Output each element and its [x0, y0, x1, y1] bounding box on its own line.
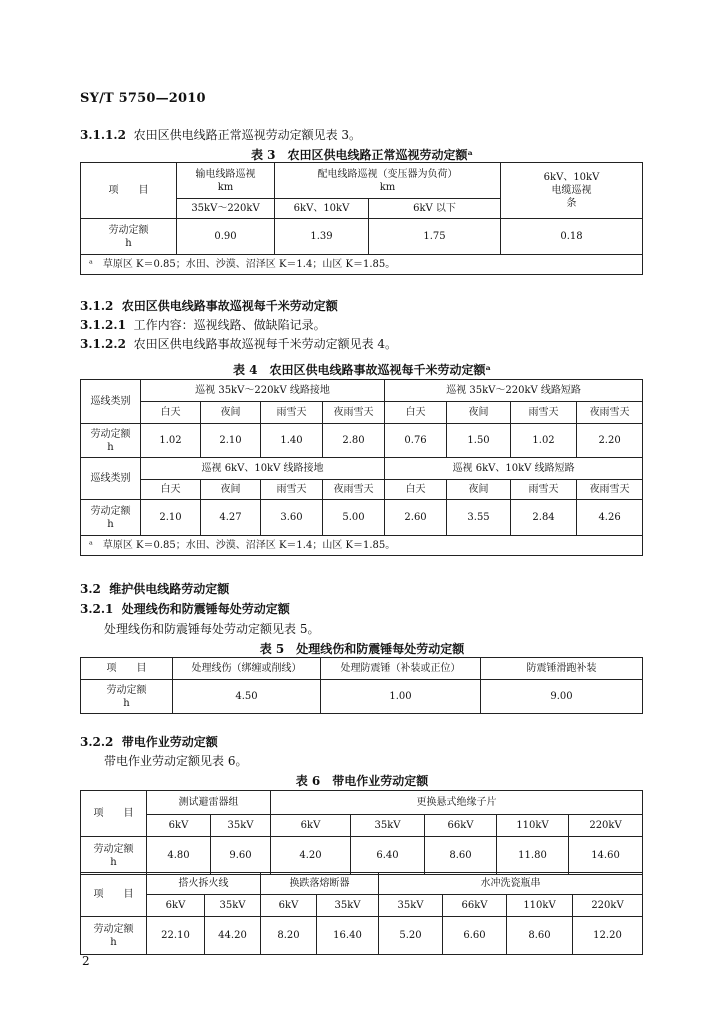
clause-number: 3.1.1.2 — [80, 128, 126, 142]
voltage-header: 6kV — [147, 895, 205, 917]
cond-header: 夜间 — [447, 480, 511, 500]
value-cell: 6.40 — [351, 837, 425, 875]
table-note: ᵃ 草原区 K＝0.85；水田、沙漠、沼泽区 K＝1.4；山区 K＝1.85。 — [81, 255, 643, 275]
row-label: 劳动定额 h — [81, 917, 147, 955]
row-label: 劳动定额 h — [81, 837, 147, 875]
heading-3-2-2: 3.2.2 带电作业劳动定额 — [80, 735, 218, 749]
value-cell: 2.20 — [577, 424, 643, 458]
voltage-header: 6kV — [261, 895, 317, 917]
cond-header: 夜雨雪天 — [323, 402, 385, 424]
voltage-header: 6kV — [271, 815, 351, 837]
value-cell: 1.02 — [511, 424, 577, 458]
group-header: 搭火拆火线 — [147, 873, 261, 895]
voltage-header: 220kV — [569, 815, 643, 837]
col-header: 处理线伤（绑缠或削线） — [173, 658, 321, 680]
row-label: 劳动定额 h — [81, 219, 177, 255]
cond-header: 白天 — [141, 480, 201, 500]
voltage-header: 110kV — [497, 815, 569, 837]
item-header: 项 目 — [81, 658, 173, 680]
table-6-part-2 — [80, 872, 643, 955]
cond-header: 白天 — [385, 402, 447, 424]
value-cell: 3.55 — [447, 500, 511, 536]
col-header: 处理防震锤（补装或正位） — [321, 658, 481, 680]
cond-header: 雨雪天 — [511, 480, 577, 500]
group-header: 巡视 35kV～220kV 线路接地 — [141, 380, 385, 402]
type-label: 巡线类别 — [81, 380, 141, 424]
page-number: 2 — [82, 954, 90, 968]
clause-text: 工作内容：巡视线路、做缺陷记录。 — [133, 318, 326, 332]
cond-header: 雨雪天 — [511, 402, 577, 424]
cond-header: 雨雪天 — [261, 480, 323, 500]
table-3 — [80, 162, 643, 275]
col-cable-header: 6kV、10kV 电缆巡视 条 — [501, 163, 643, 219]
value-cell: 1.00 — [321, 680, 481, 714]
heading-3-1-2: 3.1.2 农田区供电线路事故巡视每千米劳动定额 — [80, 299, 338, 313]
cond-header: 夜雨雪天 — [577, 480, 643, 500]
voltage-header: 110kV — [507, 895, 573, 917]
heading-3-2-1: 3.2.1 处理线伤和防震锤每处劳动定额 — [80, 602, 290, 616]
group-header: 巡视 35kV～220kV 线路短路 — [385, 380, 643, 402]
value-cell: 11.80 — [497, 837, 569, 875]
table-3-caption: 表 3 农田区供电线路正常巡视劳动定额ᵃ — [250, 148, 474, 162]
value-cell: 4.20 — [271, 837, 351, 875]
cond-header: 白天 — [385, 480, 447, 500]
voltage-header: 35kV — [317, 895, 379, 917]
item-header: 项 目 — [81, 791, 147, 837]
row-label: 劳动定额 h — [81, 680, 173, 714]
item-header: 项 目 — [81, 163, 177, 219]
paragraph-3-2-2: 带电作业劳动定额见表 6。 — [104, 754, 248, 768]
value-cell: 8.60 — [507, 917, 573, 955]
table-6-caption: 表 6 带电作业劳动定额 — [295, 774, 429, 788]
value-cell: 9.00 — [481, 680, 643, 714]
clause-3-1-2-1 — [80, 316, 326, 333]
clause-text: 农田区供电线路正常巡视劳动定额见表 3。 — [133, 128, 362, 142]
type-label: 巡线类别 — [81, 458, 141, 500]
clause-text: 农田区供电线路事故巡视每千米劳动定额见表 4。 — [133, 337, 398, 351]
value-cell: 2.10 — [141, 500, 201, 536]
voltage-header: 66kV — [425, 815, 497, 837]
value-cell: 0.76 — [385, 424, 447, 458]
cond-header: 雨雪天 — [261, 402, 323, 424]
cond-header: 夜间 — [201, 480, 261, 500]
value-cell: 1.75 — [369, 219, 501, 255]
value-cell: 8.60 — [425, 837, 497, 875]
col-header: 防震锤滑跑补装 — [481, 658, 643, 680]
cond-header: 夜间 — [201, 402, 261, 424]
value-cell: 5.20 — [379, 917, 443, 955]
group-header: 巡视 6kV、10kV 线路短路 — [385, 458, 643, 480]
voltage-header: 35kV — [205, 895, 261, 917]
table-6-part-1 — [80, 790, 643, 875]
group-header: 巡视 6kV、10kV 线路接地 — [141, 458, 385, 480]
value-cell: 0.90 — [177, 219, 275, 255]
col-transmission-header: 输电线路巡视 km — [177, 163, 275, 199]
row-label: 劳动定额 h — [81, 500, 141, 536]
value-cell: 0.18 — [501, 219, 643, 255]
value-cell: 14.60 — [569, 837, 643, 875]
sub-header: 6kV 以下 — [369, 199, 501, 219]
table-4-caption: 表 4 农田区供电线路事故巡视每千米劳动定额ᵃ — [232, 363, 492, 377]
col-distribution-header: 配电线路巡视（变压器为负荷） km — [275, 163, 501, 199]
voltage-header: 220kV — [573, 895, 643, 917]
paragraph-3-2-1: 处理线伤和防震锤每处劳动定额见表 5。 — [104, 622, 320, 636]
value-cell: 4.26 — [577, 500, 643, 536]
value-cell: 1.50 — [447, 424, 511, 458]
value-cell: 3.60 — [261, 500, 323, 536]
value-cell: 22.10 — [147, 917, 205, 955]
row-label: 劳动定额 h — [81, 424, 141, 458]
value-cell: 1.02 — [141, 424, 201, 458]
value-cell: 2.60 — [385, 500, 447, 536]
value-cell: 8.20 — [261, 917, 317, 955]
value-cell: 4.27 — [201, 500, 261, 536]
value-cell: 1.40 — [261, 424, 323, 458]
value-cell: 2.10 — [201, 424, 261, 458]
table-note: ᵃ 草原区 K＝0.85；水田、沙漠、沼泽区 K＝1.4；山区 K＝1.85。 — [81, 536, 643, 556]
value-cell: 2.84 — [511, 500, 577, 536]
table-5-caption: 表 5 处理线伤和防震锤每处劳动定额 — [259, 642, 465, 656]
voltage-header: 35kV — [351, 815, 425, 837]
group-header: 测试避雷器组 — [147, 791, 271, 815]
value-cell: 5.00 — [323, 500, 385, 536]
clause-3-1-1-2 — [80, 126, 361, 143]
heading-3-2: 3.2 维护供电线路劳动定额 — [80, 582, 230, 596]
value-cell: 9.60 — [211, 837, 271, 875]
voltage-header: 6kV — [147, 815, 211, 837]
value-cell: 6.60 — [443, 917, 507, 955]
sub-header: 35kV～220kV — [177, 199, 275, 219]
value-cell: 16.40 — [317, 917, 379, 955]
sub-header: 6kV、10kV — [275, 199, 369, 219]
cond-header: 夜雨雪天 — [323, 480, 385, 500]
clause-number: 3.1.2.2 — [80, 337, 126, 351]
clause-3-1-2-2 — [80, 335, 397, 352]
value-cell: 44.20 — [205, 917, 261, 955]
item-header: 项 目 — [81, 873, 147, 917]
group-header: 水冲洗瓷瓶串 — [379, 873, 643, 895]
voltage-header: 66kV — [443, 895, 507, 917]
table-4 — [80, 379, 643, 556]
value-cell: 4.50 — [173, 680, 321, 714]
value-cell: 1.39 — [275, 219, 369, 255]
group-header: 换跌落熔断器 — [261, 873, 379, 895]
value-cell: 2.80 — [323, 424, 385, 458]
standard-number: SY/T 5750—2010 — [80, 91, 206, 106]
value-cell: 12.20 — [573, 917, 643, 955]
group-header: 更换悬式绝缘子片 — [271, 791, 643, 815]
voltage-header: 35kV — [379, 895, 443, 917]
cond-header: 夜雨雪天 — [577, 402, 643, 424]
cond-header: 白天 — [141, 402, 201, 424]
table-5 — [80, 657, 643, 714]
cond-header: 夜间 — [447, 402, 511, 424]
value-cell: 4.80 — [147, 837, 211, 875]
voltage-header: 35kV — [211, 815, 271, 837]
clause-number: 3.1.2.1 — [80, 318, 126, 332]
